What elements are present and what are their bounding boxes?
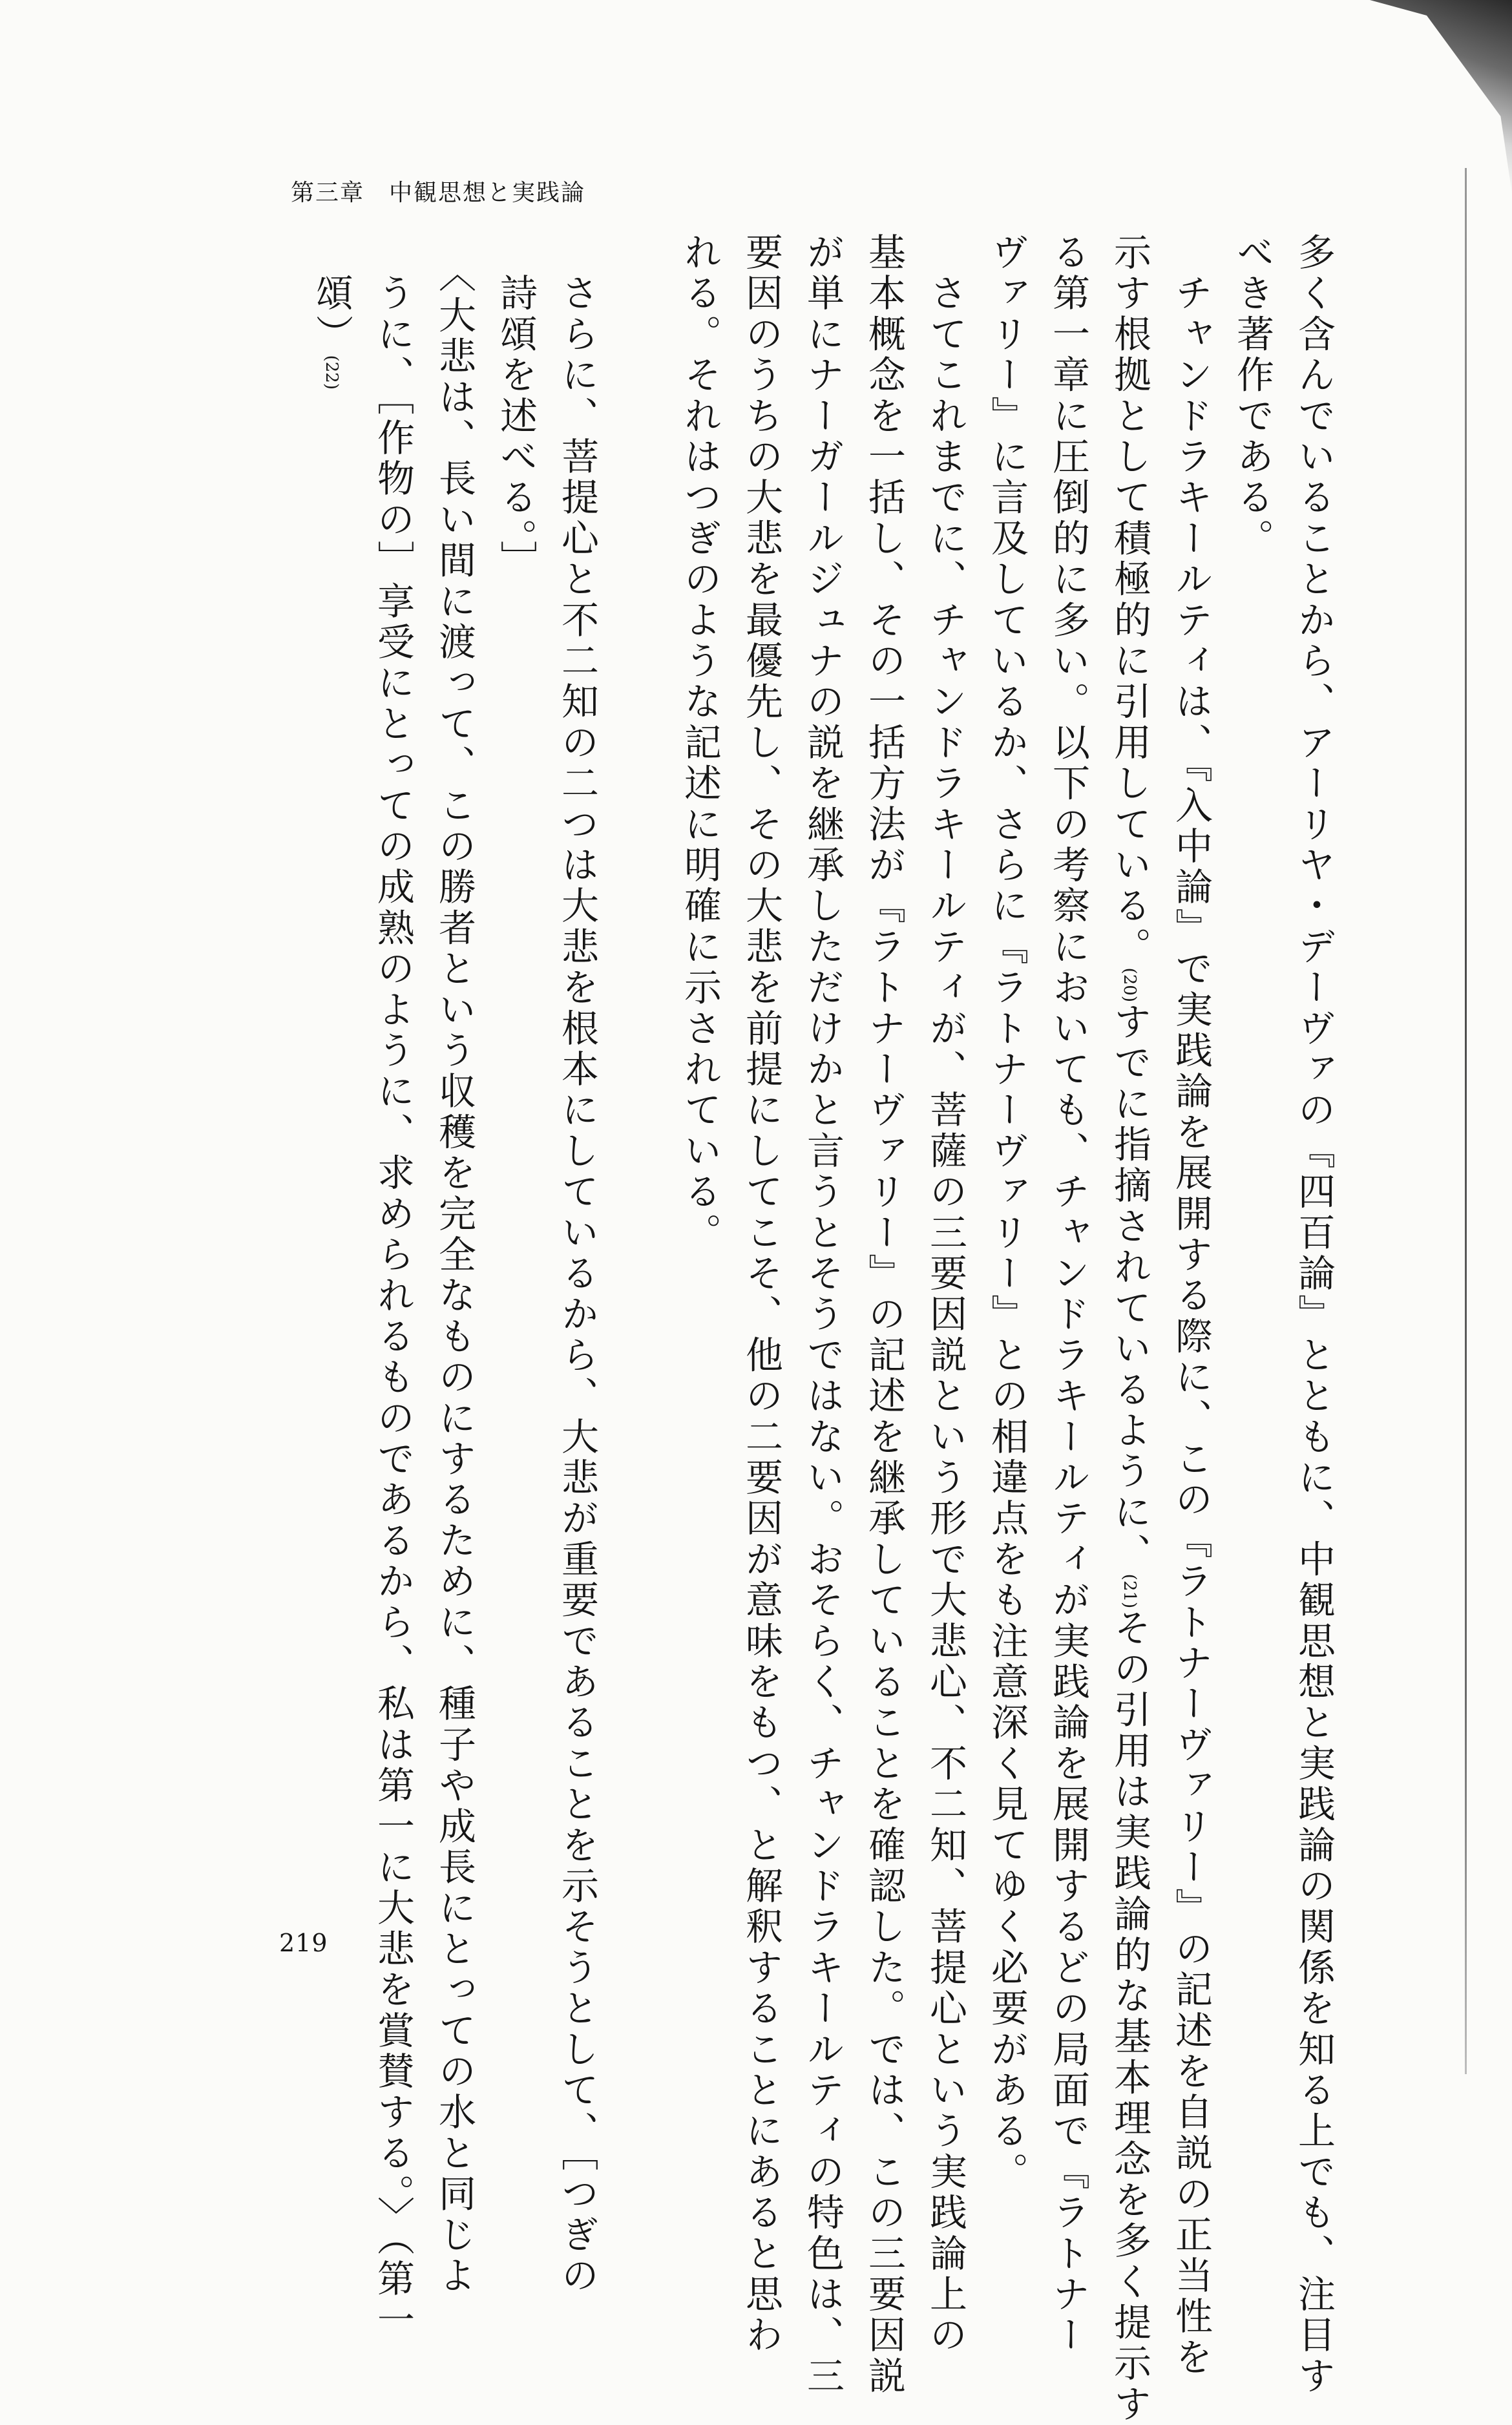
running-head: 第三章 中観思想と実践論 (291, 180, 586, 206)
text-line: チャンドラキールティは、『入中論』で実践論を展開する際に、この『ラトナーヴァリー』の記述を自説の正当性を (1169, 233, 1213, 2378)
blank-line (607, 233, 669, 1919)
quote-line: 〈大悲は、長い間に渡って、この勝者という収穫を完全なものにするために、種子や成長にとっての水と同じよ (432, 233, 476, 2297)
text-line: 基本概念を一括し、その一括方法が『ラトナーヴァリー』の記述を継承していることを確認した。では、この三要因説 (862, 233, 906, 2397)
scan-shadow-corner (1370, 0, 1512, 194)
text-line: 示す根拠として積極的に引用している。(20)すでに指摘されているように、(21)その引用は実践論的な基本理念を多く提示す (1108, 233, 1151, 2425)
note-marker: (20) (1120, 967, 1139, 1002)
text-line: 多く含んでいることから、アーリヤ・デーヴァの『四百論』とともに、中観思想と実践論の関係を知る上でも、注目す (1292, 233, 1336, 2397)
note-marker: (21) (1120, 1573, 1139, 1609)
page-number: 219 (279, 1929, 328, 1957)
text-line: べき著作である。 (1230, 233, 1274, 560)
text-line: れる。それはつぎのような記述に明確に示されている。 (678, 233, 722, 1254)
text-line: る第一章に圧倒的に多い。以下の考察においても、チャンドラキールティが実践論を展開するどの局面で『ラトナー (1046, 233, 1090, 2357)
text-line: 要因のうちの大悲を最優先し、その大悲を前提にしてこそ、他の二要因が意味をもつ、と解釈することにあると思わ (739, 233, 783, 2357)
quote-line: 詩頌を述べる。］ (494, 233, 538, 582)
text-line: さてこれまでに、チャンドラキールティが、菩薩の三要因説という形で大悲心、不二知、菩提心という実践論上の (923, 233, 967, 2357)
quote-line: 頌）(22) (310, 233, 353, 390)
quote-line: さらに、菩提心と不二知の二つは大悲を根本にしているから、大悲が重要であることを示そうとして、［つぎの (555, 233, 599, 2297)
note-marker: (22) (322, 355, 341, 390)
quote-line: うに、［作物の］享受にとっての成熟のように、求められるものであるから、私は第一に大悲を賞賛する。〉（第一 (371, 233, 415, 2341)
scan-page-edge (1465, 168, 1467, 2074)
text-line: が単にナーガールジュナの説を継承しただけかと言うとそうではない。おそらく、チャンドラキールティの特色は、三 (801, 233, 845, 2397)
text-line: ヴァリー』に言及しているか、さらに『ラトナーヴァリー』との相違点をも注意深く見てゆく必要がある。 (985, 233, 1029, 2193)
